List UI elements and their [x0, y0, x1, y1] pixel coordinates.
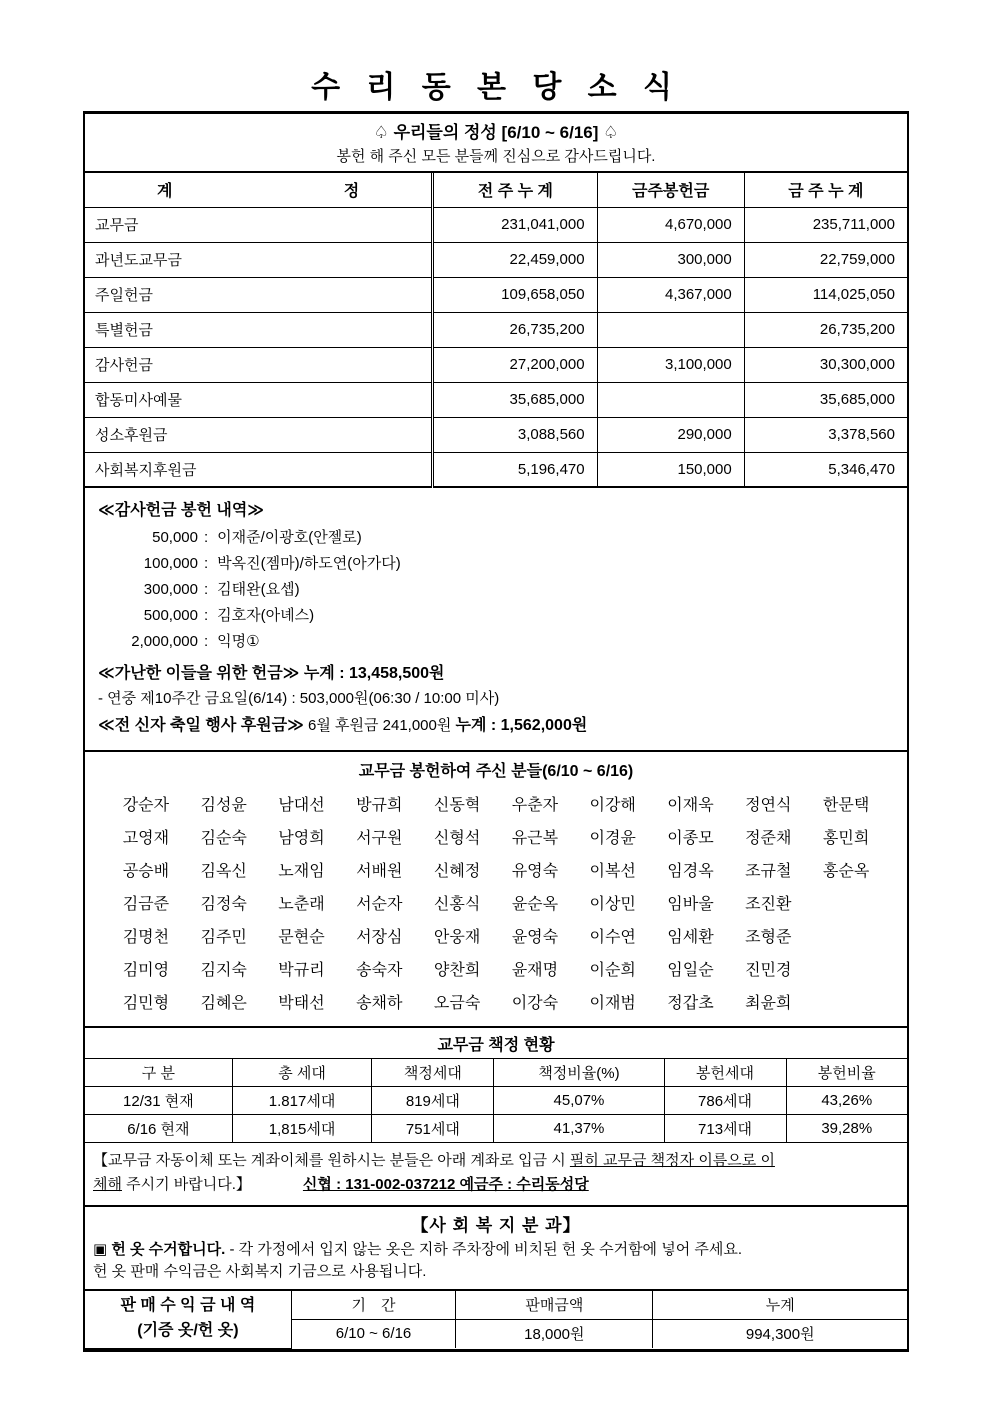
offering-week-amount: 150,000	[597, 452, 744, 487]
donor-name: 최윤희	[745, 995, 792, 1012]
sales-amount-value: 18,000원	[456, 1319, 653, 1348]
donor-name: 조진환	[745, 896, 792, 913]
sales-header-row	[85, 1290, 907, 1319]
bulletin-body	[83, 111, 909, 1352]
offering-label: 교무금	[85, 207, 433, 242]
donors-title: 교무금 봉헌하여 주신 분들(6/10 ~ 6/16)	[358, 763, 634, 780]
donor-name	[807, 921, 885, 954]
donor-name: 김순숙	[200, 830, 247, 847]
donor-name: 신형석	[433, 830, 481, 847]
assessment-col-offering-ratio: 봉헌비율	[786, 1059, 907, 1087]
offerings-column-header-row	[85, 173, 907, 207]
thanks-detail-list	[98, 525, 897, 655]
sales-col-amount: 판매금액	[456, 1290, 653, 1319]
donor-name: 이복선	[589, 863, 636, 880]
offering-label: 과년도교무금	[85, 242, 433, 277]
account-header-right: 정	[343, 183, 360, 201]
feast-fund-month-amount: 6월 후원금 241,000원	[303, 717, 456, 734]
donor-name: 오금숙	[433, 995, 481, 1012]
donor-name: 유영숙	[511, 863, 559, 880]
offering-label: 사회복지후원금	[85, 452, 433, 487]
feast-fund-line	[98, 712, 897, 740]
thanks-item	[98, 629, 897, 655]
thanks-amount: 100,000	[143, 555, 198, 572]
donor-name: 김명천	[122, 929, 170, 946]
donor-name	[807, 888, 885, 921]
details-section	[85, 488, 907, 752]
assessment-offering-ratio: 43,26%	[786, 1087, 907, 1115]
donor-name: 고영재	[122, 830, 170, 847]
offering-prev-total: 231,041,000	[433, 207, 597, 242]
sales-row-label-line1: 판 매 수 익 금 내 역	[120, 1297, 256, 1315]
donor-name: 이순희	[589, 962, 636, 979]
thanks-item	[98, 525, 897, 551]
offering-row	[85, 242, 907, 277]
offering-label: 합동미사예물	[85, 382, 433, 417]
thanks-amount: 300,000	[143, 581, 198, 598]
sales-table	[85, 1289, 907, 1349]
sales-row-label-line2: (기증 옷/헌 옷)	[137, 1322, 239, 1340]
transfer-note-line1	[93, 1149, 899, 1173]
offering-prev-total: 35,685,000	[433, 382, 597, 417]
offering-week-total: 30,300,000	[744, 347, 907, 382]
donor-name: 송채하	[356, 995, 403, 1012]
assessment-total-households: 1.817세대	[232, 1087, 372, 1115]
thanks-donor-name: 익명①	[217, 633, 260, 650]
transfer-note	[85, 1143, 907, 1205]
welfare-notice-line2: 헌 옷 판매 수익금은 사회복지 기금으로 사용됩니다.	[93, 1263, 427, 1280]
donor-name: 강순자	[122, 797, 170, 814]
assessment-col-assessed-households: 책정세대	[372, 1059, 494, 1087]
offering-label: 주일헌금	[85, 277, 433, 312]
assessment-row	[85, 1115, 907, 1143]
donor-name: 서장심	[356, 929, 403, 946]
donor-name: 김옥신	[200, 863, 247, 880]
thanks-detail-title: ≪감사헌금 봉헌 내역≫	[98, 502, 265, 519]
offering-row	[85, 382, 907, 417]
offering-week-total: 235,711,000	[744, 207, 907, 242]
transfer-note-text-end: 주시기 바랍니다.】	[121, 1176, 251, 1193]
offering-row	[85, 207, 907, 242]
offering-week-amount: 4,670,000	[597, 207, 744, 242]
offering-week-amount: 290,000	[597, 417, 744, 452]
donors-section	[85, 752, 907, 1028]
offering-label: 성소후원금	[85, 417, 433, 452]
assessment-category: 12/31 현재	[85, 1087, 232, 1115]
offering-row	[85, 277, 907, 312]
donor-name: 노춘래	[278, 896, 325, 913]
donor-name: 문현순	[278, 929, 325, 946]
offerings-rows	[85, 207, 907, 487]
page-title: 수 리 동 본 당 소 식	[311, 71, 681, 104]
assessment-table	[85, 1058, 907, 1143]
offering-prev-total: 27,200,000	[433, 347, 597, 382]
donor-name: 이재범	[589, 995, 636, 1012]
donor-name: 서배원	[356, 863, 403, 880]
donor-name: 안웅재	[433, 929, 481, 946]
donor-name: 김금준	[122, 896, 170, 913]
assessment-col-category: 구 분	[85, 1059, 232, 1087]
sales-col-cumulative: 누계	[653, 1290, 907, 1319]
offering-week-amount: 3,100,000	[597, 347, 744, 382]
poor-fund-line: ≪가난한 이들을 위한 헌금≫ 누계 : 13,458,500원	[98, 665, 445, 682]
thanks-item	[98, 551, 897, 577]
donor-name: 이수연	[589, 929, 636, 946]
sales-cumulative-value: 994,300원	[653, 1319, 907, 1348]
donor-name: 정갑초	[667, 995, 714, 1012]
welfare-notice-bold: 헌 옷 수거합니다.	[107, 1241, 226, 1258]
square-bullet-icon: ▣	[93, 1241, 108, 1258]
thanks-donor-name: 김호자(아녜스)	[217, 607, 315, 624]
donor-name: 이강숙	[511, 995, 559, 1012]
assessment-category: 6/16 현재	[85, 1115, 232, 1143]
offering-week-total: 114,025,050	[744, 277, 907, 312]
donor-name: 김성윤	[200, 797, 247, 814]
donor-name	[807, 954, 885, 987]
donor-name: 조규철	[745, 863, 792, 880]
donor-name	[807, 987, 885, 1020]
welfare-notice-rest: - 각 가정에서 입지 않는 옷은 지하 주차장에 비치된 헌 옷 수거함에 넣어 주세요.	[225, 1241, 742, 1258]
donor-name: 서구원	[356, 830, 403, 847]
transfer-note-underlined: 필히 교무금 책정자 이름으로 이	[569, 1152, 775, 1169]
donor-name: 이재욱	[667, 797, 714, 814]
offering-row	[85, 347, 907, 382]
donor-name: 홍민희	[822, 830, 870, 847]
donor-name: 정준채	[745, 830, 792, 847]
donor-name: 이상민	[589, 896, 636, 913]
assessment-col-assessed-ratio: 책정비율(%)	[494, 1059, 664, 1087]
thanks-donor-name: 김태완(요셉)	[217, 581, 300, 598]
assessment-assessed-households: 819세대	[372, 1087, 494, 1115]
donor-name: 홍순옥	[822, 863, 870, 880]
offering-week-total: 35,685,000	[744, 382, 907, 417]
offering-week-total: 5,346,470	[828, 460, 895, 478]
offerings-table	[85, 173, 907, 488]
welfare-section	[85, 1207, 907, 1349]
donor-name: 이강해	[589, 797, 636, 814]
offering-row	[85, 312, 907, 347]
donor-name: 김혜은	[200, 995, 247, 1012]
donor-name: 노재임	[278, 863, 325, 880]
donor-name: 한문택	[822, 797, 870, 814]
donor-name: 김주민	[200, 929, 247, 946]
welfare-title: 【사 회 복 지 분 과】	[411, 1216, 581, 1235]
offerings-title: ♤ 우리들의 정성 [6/10 ~ 6/16] ♤	[373, 123, 619, 142]
offering-prev-total: 26,735,200	[433, 312, 597, 347]
donor-name: 신홍식	[433, 896, 481, 913]
feast-fund-title: ≪전 신자 축일 행사 후원금≫	[98, 717, 304, 734]
donor-name: 남대선	[278, 797, 325, 814]
offering-prev-total: 3,088,560	[433, 417, 597, 452]
donor-name: 신동혁	[433, 797, 481, 814]
assessment-col-total-households: 총 세대	[232, 1059, 372, 1087]
assessment-header-row	[85, 1059, 907, 1087]
donor-name: 임일순	[667, 962, 714, 979]
donor-name: 김정숙	[200, 896, 247, 913]
donor-name: 임바울	[667, 896, 714, 913]
bank-account-info: 신협 : 131-002-037212 예금주 : 수리동성당	[302, 1176, 589, 1193]
assessment-offering-households: 713세대	[664, 1115, 786, 1143]
donor-name: 이경윤	[589, 830, 636, 847]
column-header-prev-total: 전 주 누 계	[433, 173, 597, 207]
assessment-title: 교무금 책정 현황	[437, 1037, 555, 1054]
thanks-item	[98, 603, 897, 629]
welfare-notice-line1	[93, 1239, 899, 1261]
offering-week-amount: 4,367,000	[597, 277, 744, 312]
transfer-note-underlined-cont: 체해	[93, 1176, 122, 1193]
donor-name: 김미영	[122, 962, 170, 979]
donor-name: 박태선	[278, 995, 325, 1012]
assessment-total-households: 1,815세대	[232, 1115, 372, 1143]
column-header-week-amount: 금주봉헌금	[597, 173, 744, 207]
offering-row	[85, 452, 907, 487]
donor-name: 정연식	[745, 797, 792, 814]
donor-name: 송숙자	[356, 962, 403, 979]
column-header-account	[85, 173, 433, 207]
sales-row-label	[85, 1290, 291, 1348]
offering-label: 감사헌금	[85, 347, 433, 382]
donor-name: 우춘자	[511, 797, 559, 814]
offering-week-total: 26,735,200	[744, 312, 907, 347]
welfare-notice	[85, 1238, 907, 1289]
offering-label: 특별헌금	[85, 312, 433, 347]
donor-name: 남영희	[278, 830, 325, 847]
donor-name: 공승배	[122, 863, 170, 880]
donor-name: 유근복	[511, 830, 559, 847]
assessment-assessed-ratio: 45,07%	[494, 1087, 664, 1115]
offering-week-amount: 300,000	[597, 242, 744, 277]
assessment-row	[85, 1087, 907, 1115]
donor-name: 윤영숙	[511, 929, 559, 946]
thanks-item	[98, 577, 897, 603]
thanks-colon: :	[204, 581, 209, 598]
assessment-assessed-households: 751세대	[372, 1115, 494, 1143]
offering-week-total: 3,378,560	[744, 417, 907, 452]
thanks-colon: :	[204, 607, 209, 624]
donor-name: 임세환	[667, 929, 714, 946]
donor-name: 신혜정	[433, 863, 481, 880]
donor-name: 윤순옥	[511, 896, 559, 913]
assessment-offering-households: 786세대	[664, 1087, 786, 1115]
assessment-assessed-ratio: 41,37%	[494, 1115, 664, 1143]
donor-name: 김지숙	[200, 962, 247, 979]
donor-name: 윤재명	[511, 962, 559, 979]
feast-fund-total: 누계 : 1,562,000원	[455, 717, 588, 734]
donor-name: 김민형	[122, 995, 170, 1012]
transfer-note-line2	[93, 1173, 899, 1197]
thanks-donor-name: 이재준/이광호(안젤로)	[217, 529, 362, 546]
donor-name: 진민경	[745, 962, 792, 979]
thanks-amount: 50,000	[152, 529, 198, 546]
assessment-section	[85, 1028, 907, 1207]
donor-name: 이종모	[667, 830, 714, 847]
offering-prev-total: 5,196,470	[433, 452, 597, 487]
donor-name: 박규리	[278, 962, 325, 979]
assessment-offering-ratio: 39,28%	[786, 1115, 907, 1143]
donor-name: 서순자	[356, 896, 403, 913]
offerings-header	[85, 114, 907, 173]
account-header-left: 계	[157, 183, 173, 201]
offering-week-amount	[597, 312, 744, 347]
thanks-colon: :	[204, 555, 209, 572]
donor-name: 양찬희	[433, 962, 481, 979]
donors-grid	[85, 785, 907, 1020]
donor-name: 조형준	[745, 929, 792, 946]
sales-col-period: 기 간	[291, 1290, 455, 1319]
offering-week-total: 22,759,000	[744, 242, 907, 277]
offering-row	[85, 417, 907, 452]
offering-week-amount	[597, 382, 744, 417]
offerings-subtitle: 봉헌 해 주신 모든 분들께 진심으로 감사드립니다.	[336, 148, 656, 165]
offering-prev-total: 109,658,050	[433, 277, 597, 312]
thanks-colon: :	[204, 633, 209, 650]
offering-prev-total: 22,459,000	[433, 242, 597, 277]
donor-name: 임경옥	[667, 863, 714, 880]
assessment-rows	[85, 1087, 907, 1143]
poor-fund-subline: - 연중 제10주간 금요일(6/14) : 503,000원(06:30 / 10:00 미사)	[98, 690, 500, 707]
donor-name: 방규희	[356, 797, 403, 814]
column-header-week-total: 금 주 누 계	[744, 173, 907, 207]
assessment-col-offering-households: 봉헌세대	[664, 1059, 786, 1087]
thanks-amount: 2,000,000	[131, 633, 198, 650]
thanks-amount: 500,000	[143, 607, 198, 624]
thanks-colon: :	[204, 529, 209, 546]
sales-period-value: 6/10 ~ 6/16	[291, 1319, 455, 1348]
thanks-donor-name: 박옥진(젬마)/하도연(아가다)	[217, 555, 401, 572]
transfer-note-text: 【교무금 자동이체 또는 계좌이체를 원하시는 분들은 아래 계좌로 입금 시	[93, 1152, 570, 1169]
